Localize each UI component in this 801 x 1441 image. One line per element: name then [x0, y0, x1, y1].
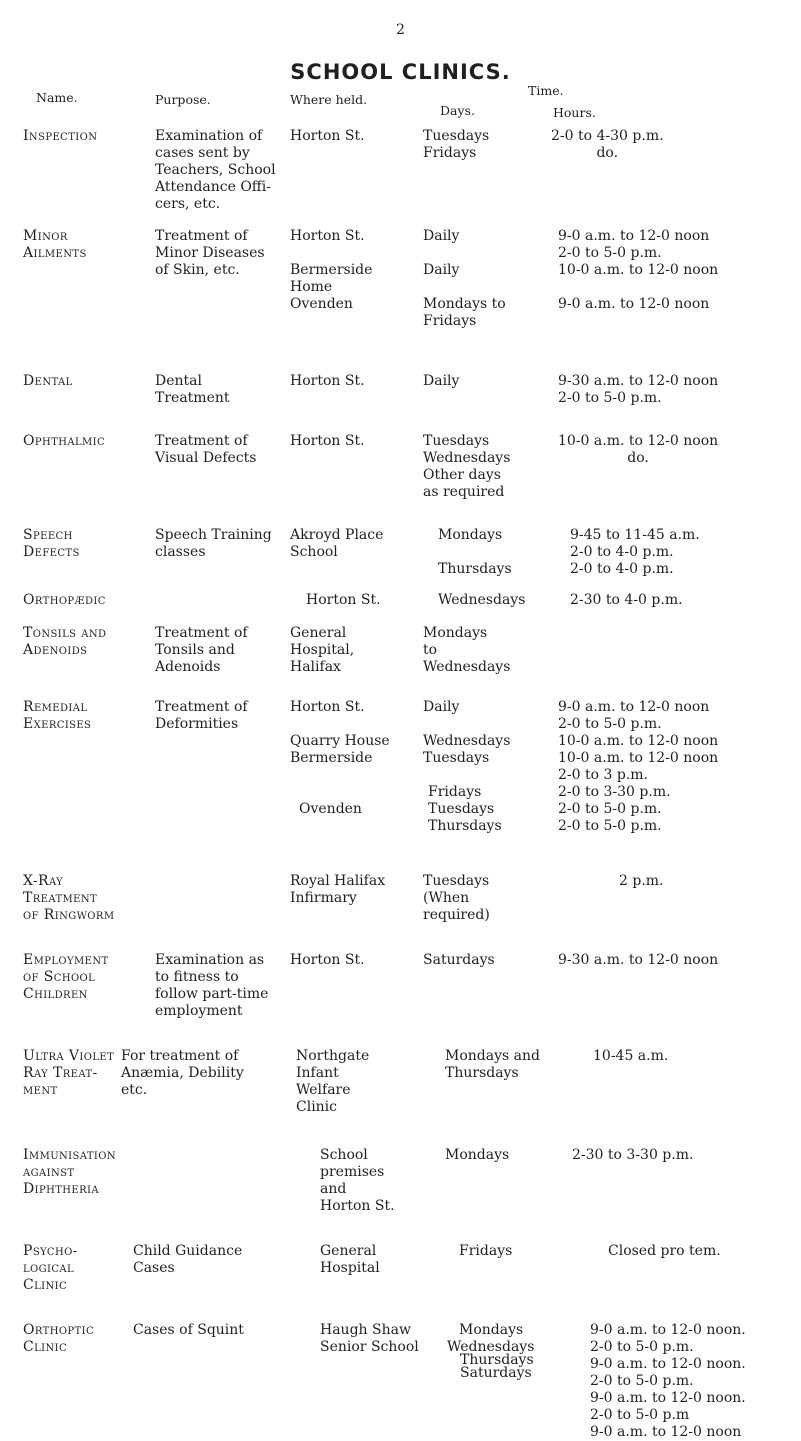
clinic-hours: 9-30 a.m. to 12-0 noon: [558, 952, 719, 968]
clinic-location: Horton St.: [290, 433, 365, 449]
clinic-name: Ophthalmic: [23, 433, 106, 449]
clinic-days: Daily: [423, 699, 460, 715]
clinic-hours: 9-0 a.m. to 12-0 noon: [558, 296, 710, 312]
clinic-name: Orthoptic Clinic: [23, 1322, 95, 1355]
clinic-days: Thursdays: [460, 1352, 534, 1368]
clinic-hours: 9-45 to 11-45 a.m. 2-0 to 4-0 p.m. 2-0 to 4-0 p.m.: [570, 527, 700, 577]
clinic-purpose: Child Guidance Cases: [133, 1243, 243, 1276]
clinic-purpose: Cases of Squint: [133, 1322, 244, 1338]
clinic-hours: 9-0 a.m. to 12-0 noon 2-0 to 5-0 p.m. 10-0 a.m. to 12-0 noon 10-0 a.m. to 12-0 noon 2-0 to 3 p.m. 2-0 to 3-30 p.m. 2-0 to 5-0 p.m. 2-0 to 5-0 p.m.: [558, 699, 719, 834]
header-name: Name.: [36, 90, 78, 105]
clinic-location: School premises and Horton St.: [320, 1147, 395, 1214]
clinic-purpose: Treatment of Minor Diseases of Skin, etc.: [155, 228, 265, 278]
clinic-days: Fridays Tuesdays Thursdays: [428, 784, 502, 834]
clinic-days: Thursdays: [438, 561, 512, 577]
page-number: 2: [396, 22, 405, 38]
clinic-purpose: Treatment of Tonsils and Adenoids: [155, 625, 248, 675]
clinic-hours: 10-45 a.m.: [593, 1048, 669, 1064]
page-title: SCHOOL CLINICS.: [290, 60, 511, 84]
clinic-hours: 2-30 to 3-30 p.m.: [572, 1147, 694, 1163]
clinic-location: Horton St.: [290, 128, 365, 144]
clinic-purpose: Examination of cases sent by Teachers, School Attendance Offi- cers, etc.: [155, 128, 276, 212]
clinic-name: Dental: [23, 373, 73, 389]
clinic-name: Inspection: [23, 128, 98, 144]
clinic-hours: 2 p.m.: [619, 873, 664, 889]
clinic-location: General Hospital, Halifax: [290, 625, 355, 675]
clinic-days: Mondays: [459, 1322, 524, 1338]
clinic-days: Fridays: [459, 1243, 513, 1259]
clinic-location: Royal Halifax Infirmary: [290, 873, 386, 906]
clinic-name: Ray Treat- ment: [23, 1065, 98, 1098]
clinic-days: Daily: [423, 373, 460, 389]
clinic-name: Remedial Exercises: [23, 699, 92, 732]
clinic-location: Quarry House Bermerside: [290, 733, 390, 766]
clinic-days: Wednesdays: [438, 592, 526, 608]
clinic-name: Minor Ailments: [23, 228, 87, 261]
clinic-name: Psycho- logical Clinic: [23, 1243, 78, 1293]
clinic-location: Akroyd Place School: [290, 527, 384, 560]
clinic-purpose: Anæmia, Debility etc.: [121, 1065, 244, 1098]
clinic-hours: Closed pro tem.: [608, 1243, 721, 1259]
clinic-purpose: For treatment of: [121, 1048, 239, 1064]
clinic-location: Haugh Shaw Senior School: [320, 1322, 419, 1355]
header-days: Days.: [440, 103, 475, 118]
clinic-days: Saturdays: [460, 1365, 532, 1381]
clinic-location: Ovenden: [290, 296, 353, 312]
clinic-days: Mondays: [438, 527, 503, 543]
clinic-days: Wednesdays Tuesdays: [423, 733, 511, 766]
clinic-days: Mondays: [445, 1147, 510, 1163]
clinic-days: Daily: [423, 262, 460, 278]
clinic-name: X-Ray Treatment of Ringworm: [23, 873, 115, 923]
clinic-location: Northgate Infant Welfare Clinic: [296, 1048, 370, 1115]
clinic-name: Tonsils and Adenoids: [23, 625, 107, 658]
clinic-hours: 2-30 to 4-0 p.m.: [570, 592, 683, 608]
clinic-days: Mondays to Wednesdays: [423, 625, 511, 675]
clinic-days: Saturdays: [423, 952, 495, 968]
clinic-hours: 2-0 to 4-30 p.m. do.: [551, 128, 664, 161]
clinic-days: Daily: [423, 228, 460, 244]
clinic-hours: 9-0 a.m. to 12-0 noon. 2-0 to 5-0 p.m. 9-0 a.m. to 12-0 noon. 2-0 to 5-0 p.m. 9-0 a.m. to 12-0 noon. 2-0 to 5-0 p.m 9-0 a.m. to 12-0 noon: [590, 1322, 746, 1440]
clinic-purpose: Dental Treatment: [155, 373, 230, 406]
header-where: Where held.: [290, 92, 368, 107]
clinic-location: Ovenden: [299, 801, 362, 817]
clinic-location: Horton St.: [306, 592, 381, 608]
clinic-location: General Hospital: [320, 1243, 380, 1276]
clinic-hours: 10-0 a.m. to 12-0 noon do.: [558, 433, 719, 466]
clinic-name: Orthopædic: [23, 592, 106, 608]
clinic-days: Tuesdays (When required): [423, 873, 490, 923]
clinic-days: Mondays and Thursdays: [445, 1048, 540, 1081]
clinic-name: Immunisation against Diphtheria: [23, 1147, 117, 1197]
clinic-name: Ultra Violet: [23, 1048, 115, 1064]
clinic-location: Horton St.: [290, 699, 365, 715]
clinic-location: Horton St.: [290, 373, 365, 389]
clinic-days: Mondays to Fridays: [423, 296, 506, 329]
clinic-purpose: Treatment of Deformities: [155, 699, 248, 732]
clinic-location: Horton St.: [290, 228, 365, 244]
header-purpose: Purpose.: [155, 92, 211, 107]
clinic-days: Tuesdays Wednesdays Other days as required: [423, 433, 511, 500]
header-hours: Hours.: [553, 105, 596, 120]
clinic-purpose: Examination as to fitness to follow part-time employment: [155, 952, 269, 1019]
clinic-purpose: Speech Training classes: [155, 527, 272, 560]
clinic-name: Speech Defects: [23, 527, 80, 560]
clinic-days: Wednesdays: [447, 1339, 535, 1355]
clinic-purpose: Treatment of Visual Defects: [155, 433, 257, 466]
clinic-hours: 9-30 a.m. to 12-0 noon 2-0 to 5-0 p.m.: [558, 373, 719, 406]
clinic-name: Employment of School Children: [23, 952, 109, 1002]
clinic-location: Horton St.: [290, 952, 365, 968]
clinic-hours: 9-0 a.m. to 12-0 noon 2-0 to 5-0 p.m. 10-0 a.m. to 12-0 noon: [558, 228, 719, 278]
clinic-days: Tuesdays Fridays: [423, 128, 490, 161]
clinic-location: Bermerside Home: [290, 262, 373, 295]
header-time: Time.: [528, 83, 564, 98]
